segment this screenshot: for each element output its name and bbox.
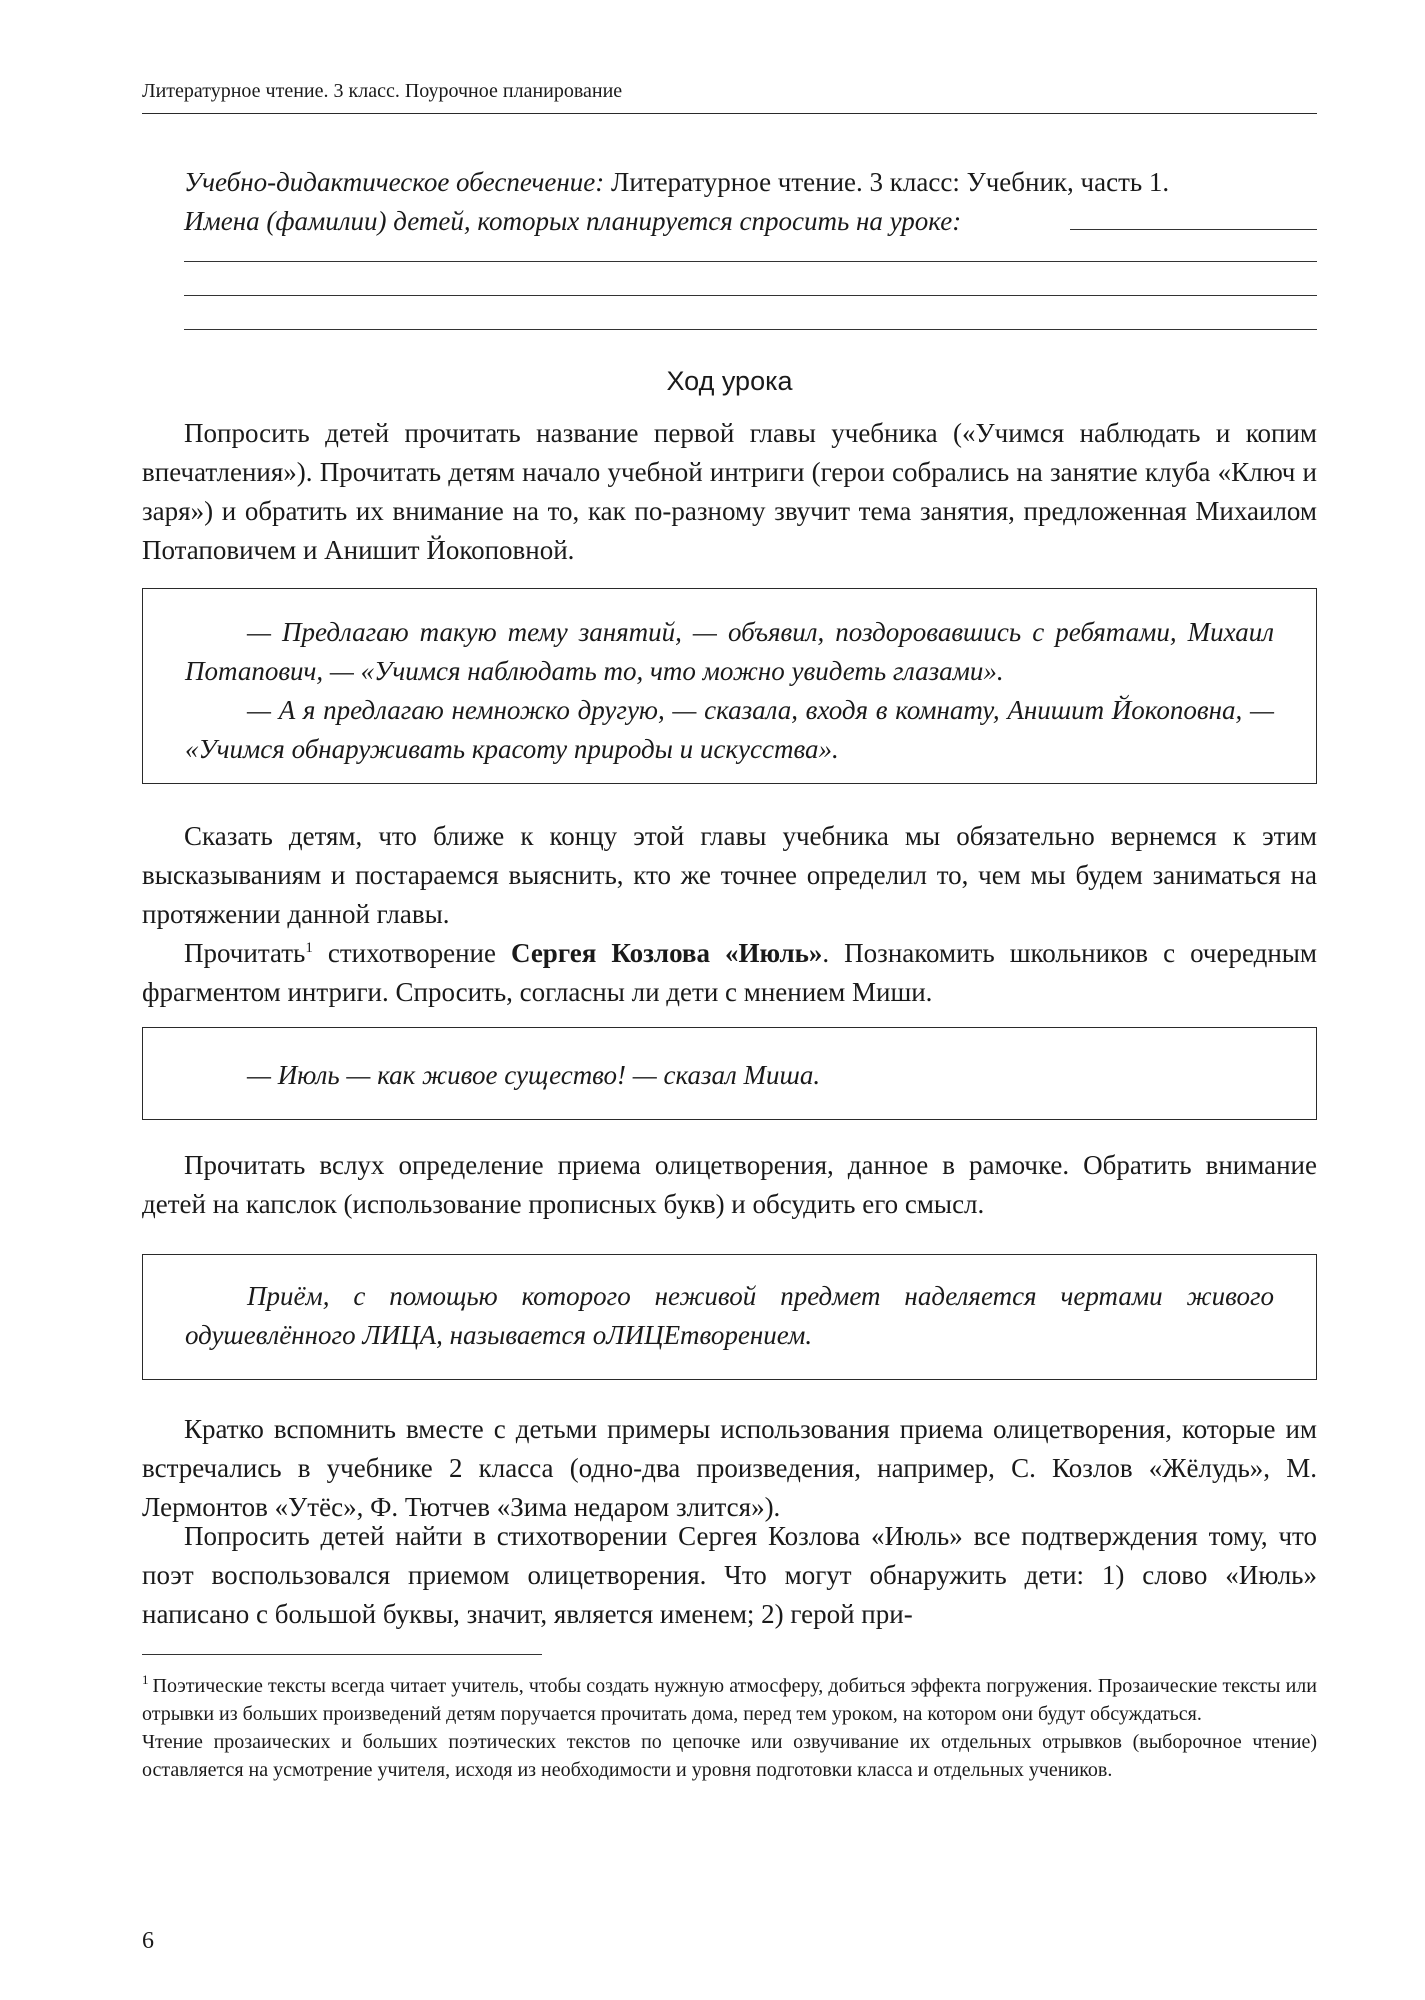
quote-line-misha: — Июль — как живое существо! — сказал Миша. (247, 1060, 821, 1090)
teaching-support-line (184, 163, 1317, 202)
paragraph-chapter-intro: Попросить детей прочитать название первой главы учебника («Учимся наблюдать и копим впечатления»). Прочитать детям начало учебной интриги (герои собрались на занятие клуба «Ключ и заря») и обратить их внимание на то, как по-разному звучит тема занятия, предложенная Михаилом Потаповичем и Анишит Йокоповной. (142, 418, 1317, 565)
footnote (142, 1672, 1317, 1784)
section-heading: Ход урока (666, 366, 793, 396)
footnote-marker: 1 (142, 1672, 149, 1688)
personification-definition: Приём, с помощью которого неживой предмет наделяется чертами живого одушевлённого ЛИЦА, называется оЛИЦЕтворением. (185, 1281, 1274, 1350)
paragraph-return-later: Сказать детям, что ближе к концу этой главы учебника мы обязательно вернемся к этим высказываниям и постараемся выяснить, кто же точнее определил то, чем мы будем заниматься на протяжении данной главы. (142, 821, 1317, 929)
names-fill-line-3 (184, 295, 1317, 296)
page-number: 6 (142, 1928, 154, 1954)
footnote-ref: 1 (305, 940, 313, 956)
poem-title: Сергея Козлова «Июль» (511, 938, 823, 968)
quote-line-mikhail: — Предлагаю такую тему занятий, — объявил, поздоровавшись с ребятами, Михаил Потапович, — «Учимся наблюдать то, что можно увидеть глазами». (185, 617, 1274, 686)
teaching-support-label: Учебно-дидактическое обеспечение: (184, 167, 605, 197)
quote-line-anishit: — А я предлагаю немножко другую, — сказала, входя в комнату, Анишит Йокоповна, — «Учимся обнаруживать красоту природы и искусства». (185, 695, 1274, 764)
names-fill-line-1 (1070, 229, 1317, 230)
paragraph-find-evidence: Попросить детей найти в стихотворении Сергея Козлова «Июль» все подтверждения тому, что поэт воспользовался приемом олицетворения. Что могут обнаружить дети: 1) слово «Июль» написано с большой буквы, значит, является именем; 2) герой при- (142, 1521, 1317, 1629)
paragraph-read-poem: Прочитать$^1$ стихотворение Сергея Козлова «Июль». Познакомить школьников с очередным фрагментом интриги. Спросить, согласны ли дети с мнением Миши. (142, 938, 1317, 1007)
quote-box-topics (142, 588, 1317, 784)
footnote-divider (142, 1654, 542, 1655)
teaching-support-value: Литературное чтение. 3 класс: Учебник, часть 1. (604, 167, 1170, 197)
quote-box-misha (142, 1027, 1317, 1120)
paragraph-definition-intro: Прочитать вслух определение приема олицетворения, данное в рамочке. Обратить внимание детей на капслок (использование прописных букв) и обсудить его смысл. (142, 1150, 1317, 1219)
names-fill-line-4 (184, 329, 1317, 330)
student-names-line (184, 202, 1317, 241)
footnote-paragraph-2: Чтение прозаических и больших поэтических текстов по цепочке или озвучивание их отдельных отрывков (выборочное чтение) оставляется на усмотрение учителя, исходя из необходимости и уровня подготовки класса и отдельных учеников. (142, 1731, 1317, 1781)
footnote-paragraph-1: $^1$ Поэтические тексты всегда читает учитель, чтобы создать нужную атмосферу, добиться эффекта погружения. Прозаические тексты или отрывки из больших произведений детям поручается прочитать дома, перед тем уроком, на котором они будут обсуждаться. (142, 1672, 1317, 1725)
student-names-label: Имена (фамилии) детей, которых планируется спросить на уроке: (184, 206, 962, 236)
paragraph-examples: Кратко вспомнить вместе с детьми примеры использования приема олицетворения, которые им встречались в учебнике 2 класса (одно-два произведения, например, С. Козлов «Жёлудь», М. Лермонтов «Утёс», Ф. Тютчев «Зима недаром злится»). (142, 1414, 1317, 1522)
running-header: Литературное чтение. 3 класс. Поурочное планирование (142, 80, 1317, 114)
definition-box (142, 1254, 1317, 1380)
names-fill-line-2 (184, 261, 1317, 262)
